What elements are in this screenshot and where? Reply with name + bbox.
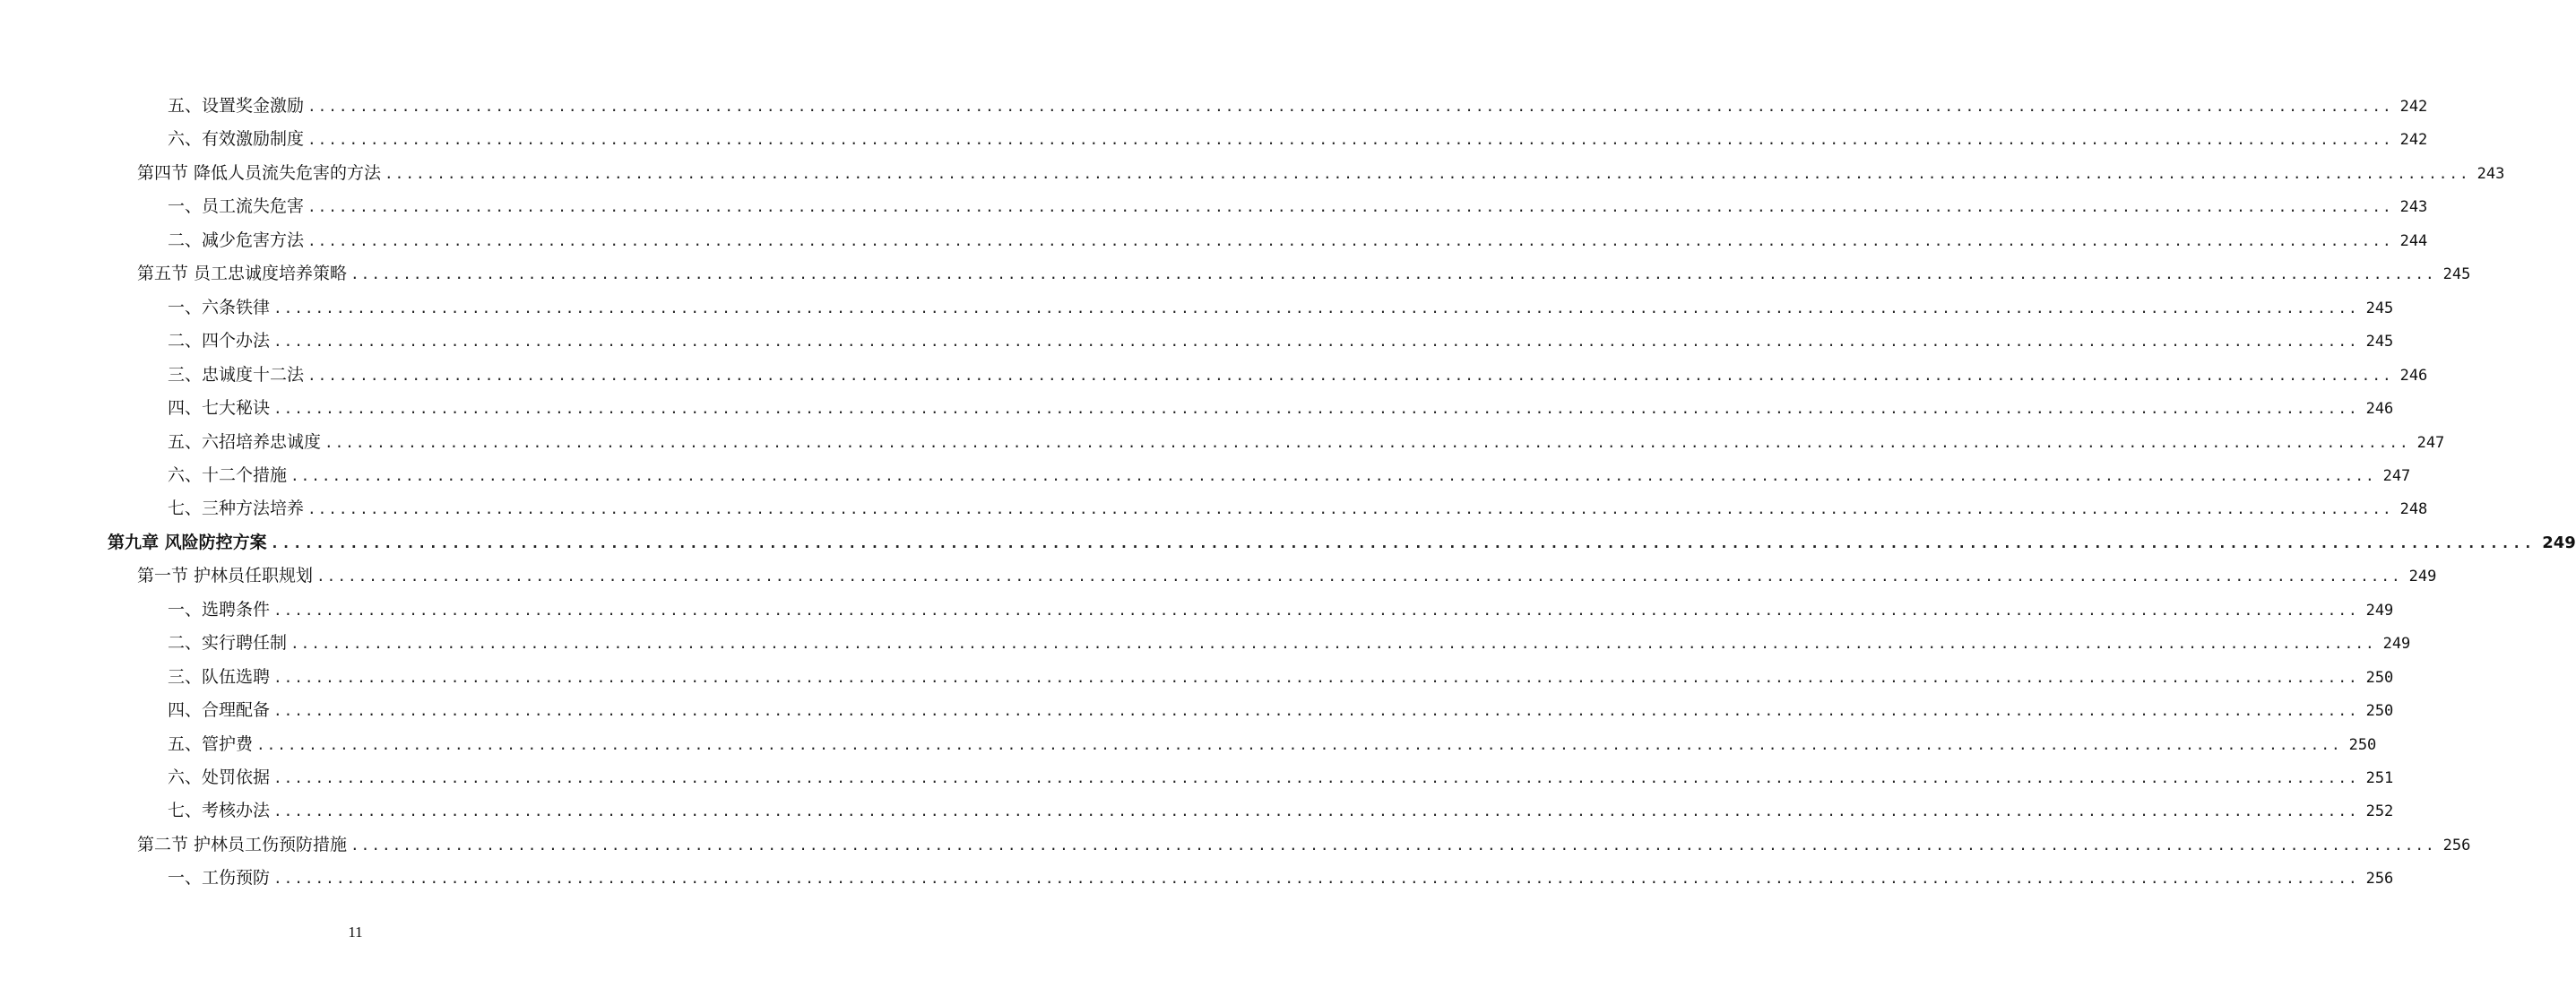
toc-section-entry (137, 160, 2505, 186)
toc-entry-page: 247 (2382, 467, 2411, 485)
toc-dot-leader: ........................................................................................................................................................................................................ (273, 802, 2359, 820)
toc-entry-title: 六、处罚依据 (168, 768, 271, 787)
toc-dot-leader: ........................................................................................................................................................................................................ (256, 736, 2342, 753)
toc-entry-title: 六、十二个措施 (168, 465, 288, 485)
toc-entry-title: 二、四个办法 (168, 331, 271, 351)
toc-dot-leader: ........................................................................................................................................................................................................ (290, 635, 2376, 652)
toc-entry-title: 七、三种方法培养 (168, 499, 305, 518)
toc-entry-page: 248 (2399, 500, 2428, 518)
toc-dot-leader: ........................................................................................................................................................................................................ (273, 870, 2359, 887)
toc-entry-title: 第一节 护林员任职规划 (137, 566, 314, 585)
toc-entry-title: 二、减少危害方法 (168, 230, 305, 250)
toc-section-entry (137, 562, 2437, 589)
toc-entry-page: 256 (2442, 837, 2471, 854)
toc-dot-leader: ........................................................................................................................................................................................................ (307, 367, 2393, 384)
toc-entry-title: 一、员工流失危害 (168, 196, 305, 216)
toc-entry-title: 一、选聘条件 (168, 600, 271, 620)
toc-entry-title: 三、队伍选聘 (168, 667, 271, 687)
toc-dot-leader: ........................................................................................................................................................................................................ (270, 534, 2536, 551)
toc-entry-page: 249 (2408, 568, 2437, 585)
toc-dot-leader: ........................................................................................................................................................................................................ (273, 669, 2359, 686)
toc-dot-leader: ........................................................................................................................................................................................................ (307, 131, 2393, 148)
page-number: 11 (348, 924, 363, 941)
toc-entry-title: 七、考核办法 (168, 801, 271, 820)
toc-entry-page: 243 (2477, 165, 2505, 183)
toc-entry-title: 第五节 员工忠诚度培养策略 (137, 264, 348, 283)
toc-dot-leader: ........................................................................................................................................................................................................ (385, 165, 2470, 182)
toc-entry-page: 245 (2365, 299, 2394, 317)
toc-chapter-entry (108, 529, 2576, 556)
toc-entry-title: 五、设置奖金激励 (168, 96, 305, 116)
toc-entry-page: 251 (2365, 769, 2394, 787)
toc-subsection-entry (168, 495, 2428, 522)
toc-subsection-entry (168, 596, 2394, 623)
toc-entry-page: 247 (2416, 434, 2445, 452)
toc-entry-title: 二、实行聘任制 (168, 633, 288, 653)
toc-dot-leader: ........................................................................................................................................................................................................ (350, 265, 2436, 282)
toc-dot-leader: ........................................................................................................................................................................................................ (273, 400, 2359, 417)
toc-entry-page: 250 (2348, 736, 2377, 754)
toc-subsection-entry (168, 126, 2428, 152)
toc-entry-page: 246 (2399, 367, 2428, 385)
toc-dot-leader: ........................................................................................................................................................................................................ (273, 602, 2359, 619)
toc-entry-title: 三、忠诚度十二法 (168, 365, 305, 385)
toc-subsection-entry (168, 294, 2394, 321)
toc-entry-page: 250 (2365, 702, 2394, 720)
toc-subsection-entry (168, 429, 2445, 455)
toc-subsection-entry (168, 864, 2394, 891)
toc-dot-leader: ........................................................................................................................................................................................................ (350, 837, 2436, 854)
toc-entry-page: 245 (2365, 333, 2394, 351)
toc-entry-page: 250 (2365, 669, 2394, 687)
toc-entry-page: 242 (2399, 131, 2428, 149)
toc-subsection-entry (168, 227, 2428, 254)
toc-entry-page: 246 (2365, 400, 2394, 418)
toc-subsection-entry (168, 361, 2428, 388)
toc-entry-page: 242 (2399, 98, 2428, 116)
toc-entry-page: 249 (2542, 533, 2576, 552)
toc-entry-title: 第九章 风险防控方案 (108, 533, 267, 552)
toc-dot-leader: ........................................................................................................................................................................................................ (273, 299, 2359, 317)
toc-entry-title: 四、七大秘诀 (168, 398, 271, 418)
toc-entry-page: 243 (2399, 198, 2428, 216)
toc-entry-page: 244 (2399, 232, 2428, 250)
toc-subsection-entry (168, 629, 2411, 656)
toc-dot-leader: ........................................................................................................................................................................................................ (307, 198, 2393, 215)
toc-subsection-entry (168, 697, 2394, 724)
toc-subsection-entry (168, 92, 2428, 119)
toc-subsection-entry (168, 797, 2394, 824)
toc-subsection-entry (168, 731, 2377, 758)
toc-entry-title: 一、六条铁律 (168, 298, 271, 317)
toc-dot-leader: ........................................................................................................................................................................................................ (290, 467, 2376, 484)
toc-dot-leader: ........................................................................................................................................................................................................ (307, 98, 2393, 115)
toc-entry-title: 第二节 护林员工伤预防措施 (137, 835, 348, 854)
toc-section-entry (137, 831, 2471, 858)
toc-entry-title: 第四节 降低人员流失危害的方法 (137, 163, 382, 183)
toc-dot-leader: ........................................................................................................................................................................................................ (316, 568, 2402, 585)
toc-entry-title: 五、管护费 (168, 734, 254, 754)
toc-entry-title: 四、合理配备 (168, 700, 271, 720)
toc-entry-page: 245 (2442, 265, 2471, 283)
toc-subsection-entry (168, 764, 2394, 791)
toc-subsection-entry (168, 193, 2428, 220)
toc-dot-leader: ........................................................................................................................................................................................................ (324, 434, 2410, 451)
toc-entry-title: 六、有效激励制度 (168, 129, 305, 149)
toc-dot-leader: ........................................................................................................................................................................................................ (307, 500, 2393, 517)
toc-entry-page: 249 (2382, 635, 2411, 653)
toc-subsection-entry (168, 663, 2394, 690)
toc-section-entry (137, 260, 2471, 287)
toc-subsection-entry (168, 462, 2411, 489)
toc-dot-leader: ........................................................................................................................................................................................................ (273, 769, 2359, 786)
toc-dot-leader: ........................................................................................................................................................................................................ (307, 232, 2393, 249)
toc-subsection-entry (168, 395, 2394, 421)
toc-dot-leader: ........................................................................................................................................................................................................ (273, 702, 2359, 719)
toc-entry-title: 五、六招培养忠诚度 (168, 432, 322, 452)
toc-entry-page: 252 (2365, 802, 2394, 820)
toc-entry-title: 一、工伤预防 (168, 868, 271, 888)
toc-dot-leader: ........................................................................................................................................................................................................ (273, 333, 2359, 350)
toc-entry-page: 249 (2365, 602, 2394, 620)
toc-entry-page: 256 (2365, 870, 2394, 888)
toc-subsection-entry (168, 327, 2394, 354)
